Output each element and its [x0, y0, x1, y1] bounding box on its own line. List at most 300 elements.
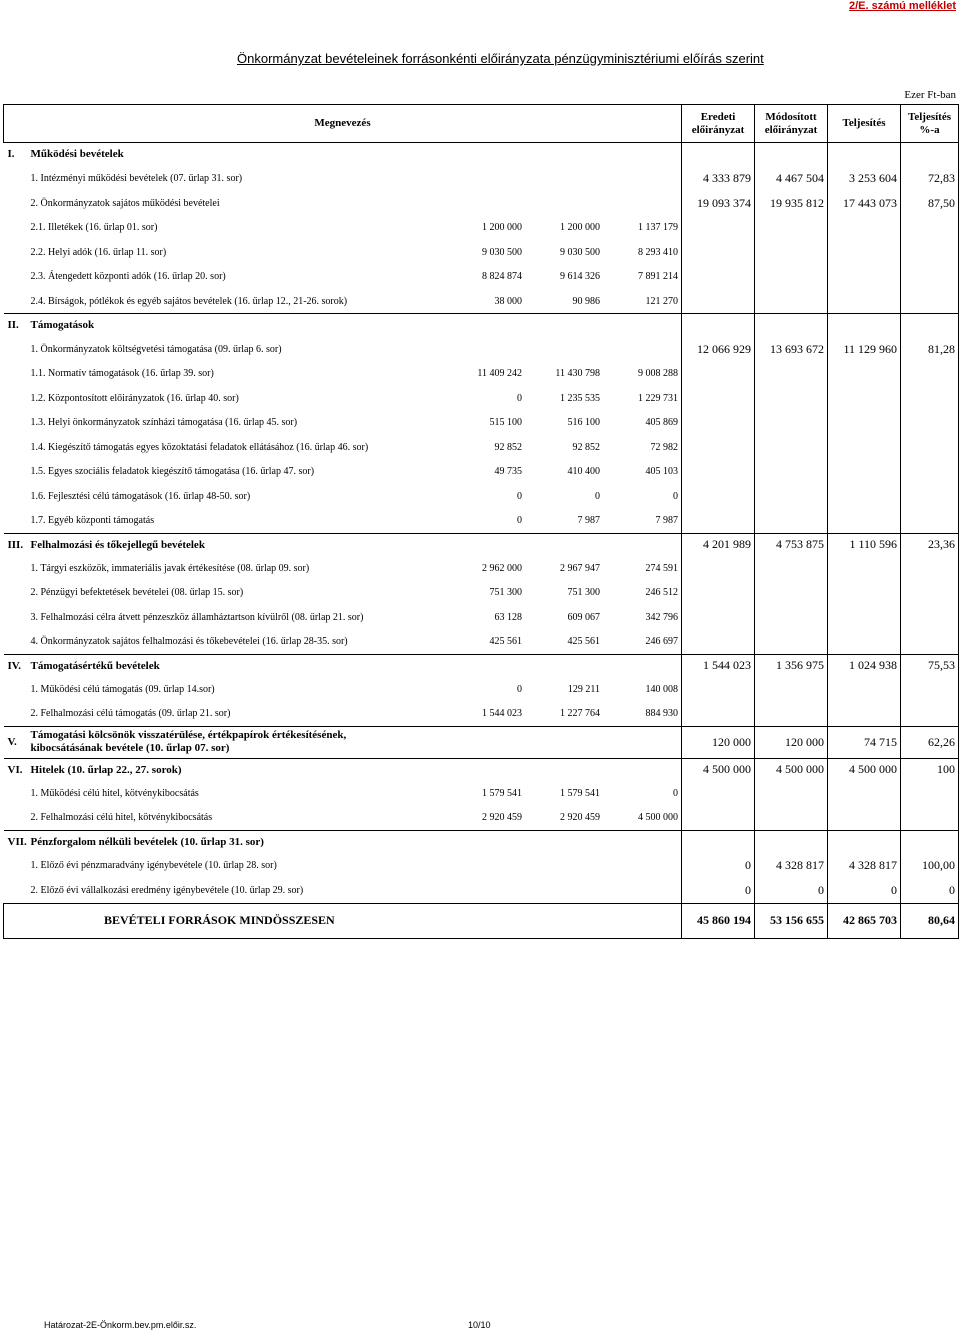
original-value — [682, 581, 755, 606]
original-value: 19 093 374 — [682, 191, 755, 216]
sub-actual-value: 0 — [673, 490, 679, 502]
row-roman-numeral: II. — [4, 314, 28, 337]
sub-actual-value: 121 270 — [645, 295, 679, 307]
row-detail — [28, 484, 682, 509]
row-label: 1. Tárgyi eszközök, immateriális javak értékesítése (08. űrlap 09. sor) — [30, 562, 310, 574]
row-roman-numeral — [4, 853, 28, 878]
original-value — [682, 411, 755, 436]
modified-value — [755, 216, 828, 241]
modified-value — [755, 630, 828, 655]
row-detail — [28, 702, 682, 727]
row-detail — [28, 435, 682, 460]
original-value — [682, 240, 755, 265]
modified-value — [755, 411, 828, 436]
row-roman-numeral — [4, 240, 28, 265]
sub-actual-value: 1 229 731 — [638, 392, 679, 404]
table-row — [4, 484, 959, 509]
percent-value — [901, 605, 959, 630]
sub-modified-value: 2 967 947 — [560, 562, 601, 574]
actual-value — [828, 806, 901, 831]
row-roman-numeral — [4, 581, 28, 606]
sub-actual-value: 342 796 — [645, 611, 679, 623]
percent-value — [901, 830, 959, 853]
modified-value — [755, 781, 828, 806]
total-original-value: 45 860 194 — [682, 903, 755, 938]
actual-value — [828, 460, 901, 485]
actual-value — [828, 265, 901, 290]
total-label: BEVÉTELI FORRÁSOK MINDÖSSZESEN — [4, 903, 682, 938]
sub-modified-value: 609 067 — [567, 611, 601, 623]
original-value — [682, 509, 755, 534]
actual-value — [828, 411, 901, 436]
sub-actual-value: 140 008 — [645, 683, 679, 695]
row-detail — [28, 362, 682, 387]
row-label: Hitelek (10. űrlap 22., 27. sorok) — [28, 758, 682, 781]
actual-value — [828, 605, 901, 630]
sub-modified-value: 11 430 798 — [555, 368, 601, 380]
footer-page-number: 10/10 — [468, 1320, 491, 1330]
actual-value — [828, 362, 901, 387]
row-roman-numeral: VI. — [4, 758, 28, 781]
original-value: 4 333 879 — [682, 166, 755, 191]
attachment-label: 2/E. számú melléklet — [849, 0, 956, 12]
modified-value — [755, 830, 828, 853]
modified-value — [755, 677, 828, 702]
sub-modified-value: 7 987 — [577, 515, 601, 526]
table-row — [4, 240, 959, 265]
table-row — [4, 853, 959, 878]
actual-value — [828, 435, 901, 460]
table-row — [4, 830, 959, 853]
sub-modified-value: 1 235 535 — [560, 392, 601, 404]
modified-value — [755, 265, 828, 290]
row-detail — [28, 781, 682, 806]
row-label: 1. Működési célú hitel, kötvénykibocsátás — [30, 787, 199, 799]
sub-actual-value: 405 103 — [645, 466, 679, 478]
modified-value — [755, 143, 828, 166]
sub-actual-value: 0 — [673, 787, 679, 799]
percent-value — [901, 289, 959, 314]
sub-modified-value: 751 300 — [567, 587, 601, 599]
actual-value — [828, 484, 901, 509]
sub-modified-value: 410 400 — [567, 466, 601, 478]
actual-value: 17 443 073 — [828, 191, 901, 216]
modified-value — [755, 556, 828, 581]
row-label: 2. Önkormányzatok sajátos működési bevételei — [30, 197, 220, 209]
modified-value: 1 356 975 — [755, 654, 828, 677]
original-value: 12 066 929 — [682, 337, 755, 362]
original-value — [682, 143, 755, 166]
row-roman-numeral: I. — [4, 143, 28, 166]
table-row — [4, 726, 959, 758]
modified-value — [755, 460, 828, 485]
sub-original-value: 8 824 874 — [482, 271, 523, 283]
sub-original-value: 0 — [517, 515, 523, 526]
actual-value: 11 129 960 — [828, 337, 901, 362]
table-row — [4, 581, 959, 606]
sub-original-value: 425 561 — [489, 636, 523, 647]
sub-original-value: 38 000 — [494, 295, 523, 307]
table-row — [4, 386, 959, 411]
modified-value — [755, 289, 828, 314]
row-detail — [28, 289, 682, 314]
sub-modified-value: 129 211 — [567, 683, 601, 695]
actual-value: 1 110 596 — [828, 533, 901, 556]
actual-value — [828, 509, 901, 534]
table-row — [4, 702, 959, 727]
actual-value — [828, 630, 901, 655]
percent-value: 23,36 — [901, 533, 959, 556]
row-roman-numeral — [4, 630, 28, 655]
sub-actual-value: 7 891 214 — [638, 271, 679, 283]
sub-actual-value: 9 008 288 — [638, 368, 679, 380]
sub-actual-value: 1 137 179 — [638, 222, 679, 234]
percent-value — [901, 581, 959, 606]
row-roman-numeral — [4, 435, 28, 460]
modified-value — [755, 581, 828, 606]
row-roman-numeral — [4, 386, 28, 411]
sub-original-value: 1 579 541 — [482, 787, 523, 799]
row-label: 1.6. Fejlesztési célú támogatások (16. űrlap 48-50. sor) — [30, 490, 251, 502]
sub-original-value: 0 — [517, 683, 523, 695]
sub-original-value: 0 — [517, 392, 523, 404]
modified-value: 0 — [755, 878, 828, 903]
row-label: 1.4. Kiegészítő támogatás egyes közoktatási feladatok ellátásához (16. űrlap 46. sor) — [30, 441, 369, 453]
row-roman-numeral — [4, 677, 28, 702]
sub-modified-value: 2 920 459 — [560, 812, 601, 823]
percent-value — [901, 781, 959, 806]
row-label: Támogatási kölcsönök visszatérülése, értékpapírok értékesítésének, kibocsátásának bevétele (10. űrlap 07. sor) — [28, 726, 682, 758]
row-label: 1. Intézményi működési bevételek (07. űrlap 31. sor) — [30, 172, 243, 184]
actual-value: 0 — [828, 878, 901, 903]
row-label: 2. Előző évi vállalkozási eredmény igénybevétele (10. űrlap 29. sor) — [30, 884, 304, 896]
row-detail — [28, 806, 682, 831]
actual-value — [828, 143, 901, 166]
row-label: 2. Pénzügyi befektetések bevételei (08. űrlap 15. sor) — [30, 587, 244, 599]
percent-value: 100 — [901, 758, 959, 781]
percent-value: 75,53 — [901, 654, 959, 677]
row-roman-numeral — [4, 702, 28, 727]
actual-value — [828, 289, 901, 314]
page-title: Önkormányzat bevételeinek forrásonkénti előirányzata pénzügyminisztériumi előírás szerint — [237, 51, 764, 66]
original-value — [682, 806, 755, 831]
original-value: 0 — [682, 878, 755, 903]
percent-value: 81,28 — [901, 337, 959, 362]
percent-value — [901, 386, 959, 411]
row-roman-numeral — [4, 781, 28, 806]
original-value — [682, 484, 755, 509]
actual-value — [828, 556, 901, 581]
percent-value: 62,26 — [901, 726, 959, 758]
percent-value — [901, 484, 959, 509]
table-row — [4, 460, 959, 485]
sub-original-value: 11 409 242 — [477, 368, 523, 380]
actual-value: 4 328 817 — [828, 853, 901, 878]
modified-value — [755, 702, 828, 727]
row-label: 2.1. Illetékek (16. űrlap 01. sor) — [30, 222, 158, 234]
modified-value — [755, 314, 828, 337]
total-modified-value: 53 156 655 — [755, 903, 828, 938]
percent-value: 100,00 — [901, 853, 959, 878]
sub-original-value: 1 544 023 — [482, 708, 523, 719]
table-row — [4, 758, 959, 781]
sub-actual-value: 4 500 000 — [638, 812, 679, 823]
total-actual-value: 42 865 703 — [828, 903, 901, 938]
sub-actual-value: 274 591 — [645, 562, 679, 574]
table-row — [4, 509, 959, 534]
table-row — [4, 411, 959, 436]
sub-actual-value: 405 869 — [645, 417, 679, 429]
actual-value — [828, 702, 901, 727]
modified-value: 4 328 817 — [755, 853, 828, 878]
row-label: 1. Önkormányzatok költségvetési támogatása (09. űrlap 6. sor) — [30, 343, 282, 355]
row-roman-numeral — [4, 362, 28, 387]
total-percent-value: 80,64 — [901, 903, 959, 938]
actual-value — [828, 581, 901, 606]
sub-modified-value: 9 614 326 — [560, 271, 601, 283]
original-value — [682, 435, 755, 460]
row-detail — [28, 605, 682, 630]
row-label: Támogatásértékű bevételek — [28, 654, 682, 677]
table-row — [4, 556, 959, 581]
original-value — [682, 289, 755, 314]
sub-modified-value: 9 030 500 — [560, 246, 601, 258]
row-detail — [28, 386, 682, 411]
modified-value: 4 500 000 — [755, 758, 828, 781]
percent-value — [901, 435, 959, 460]
unit-label: Ezer Ft-ban — [904, 89, 956, 101]
table-row — [4, 630, 959, 655]
footer-document-id: Határozat-2E-Önkorm.bev.pm.előir.sz. — [44, 1320, 197, 1330]
row-detail — [28, 240, 682, 265]
table-row — [4, 654, 959, 677]
table-row — [4, 781, 959, 806]
percent-value — [901, 143, 959, 166]
sub-original-value: 2 962 000 — [482, 562, 523, 574]
table-row — [4, 166, 959, 191]
row-label: 1. Működési célú támogatás (09. űrlap 14.sor) — [30, 683, 215, 695]
actual-value — [828, 386, 901, 411]
row-roman-numeral — [4, 289, 28, 314]
row-label: 1.2. Központosított előirányzatok (16. űrlap 40. sor) — [30, 392, 239, 404]
modified-value: 120 000 — [755, 726, 828, 758]
percent-value — [901, 677, 959, 702]
modified-value — [755, 435, 828, 460]
modified-value: 13 693 672 — [755, 337, 828, 362]
row-label: 3. Felhalmozási célra átvett pénzeszköz államháztartson kívülről (08. űrlap 21. sor) — [30, 611, 364, 623]
row-label: 2. Felhalmozási célú hitel, kötvénykibocsátás — [30, 812, 213, 823]
row-label: 2.3. Átengedett központi adók (16. űrlap 20. sor) — [30, 271, 226, 283]
row-detail — [28, 216, 682, 241]
col-header-original: Eredeti előirányzat — [682, 105, 755, 143]
table-row — [4, 533, 959, 556]
percent-value — [901, 702, 959, 727]
sub-original-value: 2 920 459 — [482, 812, 523, 823]
sub-modified-value: 90 986 — [572, 295, 601, 307]
modified-value — [755, 806, 828, 831]
percent-value — [901, 411, 959, 436]
modified-value — [755, 484, 828, 509]
row-roman-numeral — [4, 166, 28, 191]
actual-value: 1 024 938 — [828, 654, 901, 677]
percent-value — [901, 240, 959, 265]
row-label: Pénzforgalom nélküli bevételek (10. űrlap 31. sor) — [28, 830, 682, 853]
table-row — [4, 435, 959, 460]
row-label: Működési bevételek — [28, 143, 682, 166]
col-header-actual: Teljesítés — [828, 105, 901, 143]
original-value: 4 500 000 — [682, 758, 755, 781]
original-value — [682, 460, 755, 485]
row-roman-numeral — [4, 484, 28, 509]
actual-value — [828, 781, 901, 806]
percent-value — [901, 509, 959, 534]
percent-value — [901, 265, 959, 290]
modified-value: 4 467 504 — [755, 166, 828, 191]
total-row — [4, 903, 959, 938]
row-label: Támogatások — [28, 314, 682, 337]
actual-value: 74 715 — [828, 726, 901, 758]
original-value — [682, 265, 755, 290]
original-value — [682, 556, 755, 581]
original-value: 1 544 023 — [682, 654, 755, 677]
row-roman-numeral — [4, 509, 28, 534]
table-row — [4, 191, 959, 216]
sub-original-value: 0 — [517, 490, 523, 502]
row-detail — [28, 411, 682, 436]
col-header-name: Megnevezés — [4, 105, 682, 143]
actual-value: 4 500 000 — [828, 758, 901, 781]
original-value — [682, 605, 755, 630]
table-row — [4, 216, 959, 241]
table-row — [4, 362, 959, 387]
percent-value — [901, 362, 959, 387]
table-row — [4, 337, 959, 362]
actual-value — [828, 830, 901, 853]
col-header-percent: Teljesítés %-a — [901, 105, 959, 143]
original-value — [682, 630, 755, 655]
sub-modified-value: 425 561 — [567, 636, 601, 647]
row-detail — [28, 556, 682, 581]
row-roman-numeral — [4, 460, 28, 485]
original-value — [682, 314, 755, 337]
sub-original-value: 92 852 — [494, 441, 523, 453]
row-roman-numeral: VII. — [4, 830, 28, 853]
row-roman-numeral: V. — [4, 726, 28, 758]
sub-actual-value: 72 982 — [650, 441, 679, 453]
modified-value: 4 753 875 — [755, 533, 828, 556]
row-label: Felhalmozási és tőkejellegű bevételek — [28, 533, 682, 556]
original-value — [682, 830, 755, 853]
table-row — [4, 265, 959, 290]
original-value: 120 000 — [682, 726, 755, 758]
row-detail — [28, 509, 682, 534]
sub-actual-value: 884 930 — [645, 708, 679, 719]
modified-value — [755, 605, 828, 630]
row-roman-numeral — [4, 411, 28, 436]
row-label: 1.5. Egyes szociális feladatok kiegészítő támogatása (16. űrlap 47. sor) — [30, 466, 315, 478]
percent-value — [901, 216, 959, 241]
row-detail — [28, 677, 682, 702]
row-label: 2.4. Bírságok, pótlékok és egyéb sajátos bevételek (16. űrlap 12., 21-26. sorok) — [30, 295, 348, 307]
sub-actual-value: 7 987 — [655, 515, 679, 526]
original-value: 0 — [682, 853, 755, 878]
row-roman-numeral — [4, 216, 28, 241]
table-row — [4, 878, 959, 903]
original-value — [682, 362, 755, 387]
modified-value — [755, 509, 828, 534]
sub-modified-value: 0 — [595, 490, 601, 502]
percent-value: 0 — [901, 878, 959, 903]
sub-modified-value: 516 100 — [567, 417, 601, 429]
row-roman-numeral — [4, 337, 28, 362]
sub-modified-value: 92 852 — [572, 441, 601, 453]
percent-value — [901, 806, 959, 831]
sub-actual-value: 246 512 — [645, 587, 679, 599]
original-value — [682, 386, 755, 411]
actual-value: 3 253 604 — [828, 166, 901, 191]
sub-modified-value: 1 227 764 — [560, 708, 601, 719]
table-row — [4, 806, 959, 831]
sub-actual-value: 8 293 410 — [638, 246, 679, 258]
table-row — [4, 143, 959, 166]
sub-actual-value: 246 697 — [645, 636, 679, 647]
revenue-table — [3, 104, 959, 939]
percent-value — [901, 314, 959, 337]
row-roman-numeral — [4, 191, 28, 216]
sub-modified-value: 1 579 541 — [560, 787, 601, 799]
row-detail — [28, 265, 682, 290]
original-value — [682, 781, 755, 806]
row-label: 1. Előző évi pénzmaradvány igénybevétele (10. űrlap 28. sor) — [30, 860, 277, 871]
table-row — [4, 605, 959, 630]
sub-original-value: 9 030 500 — [482, 246, 523, 258]
row-roman-numeral — [4, 806, 28, 831]
row-roman-numeral: IV. — [4, 654, 28, 677]
original-value — [682, 702, 755, 727]
percent-value: 72,83 — [901, 166, 959, 191]
row-roman-numeral: III. — [4, 533, 28, 556]
modified-value — [755, 386, 828, 411]
actual-value — [828, 240, 901, 265]
sub-original-value: 63 128 — [494, 611, 523, 623]
original-value — [682, 216, 755, 241]
sub-original-value: 515 100 — [489, 417, 523, 429]
modified-value — [755, 362, 828, 387]
sub-original-value: 49 735 — [494, 466, 523, 478]
sub-modified-value: 1 200 000 — [560, 222, 601, 234]
sub-original-value: 751 300 — [489, 587, 523, 599]
original-value — [682, 677, 755, 702]
row-roman-numeral — [4, 556, 28, 581]
row-label: 1.7. Egyéb központi támogatás — [30, 515, 155, 526]
table-row — [4, 314, 959, 337]
percent-value — [901, 460, 959, 485]
modified-value — [755, 240, 828, 265]
row-label: 1.1. Normatív támogatások (16. űrlap 39. sor) — [30, 368, 214, 380]
row-roman-numeral — [4, 265, 28, 290]
col-header-modified: Módosított előirányzat — [755, 105, 828, 143]
table-header — [4, 105, 959, 143]
row-detail — [28, 581, 682, 606]
modified-value: 19 935 812 — [755, 191, 828, 216]
percent-value — [901, 556, 959, 581]
row-label: 2. Felhalmozási célú támogatás (09. űrlap 21. sor) — [30, 708, 231, 719]
row-label: 1.3. Helyi önkormányzatok színházi támogatása (16. űrlap 45. sor) — [30, 417, 298, 429]
original-value: 4 201 989 — [682, 533, 755, 556]
row-roman-numeral — [4, 878, 28, 903]
row-label: 4. Önkormányzatok sajátos felhalmozási és tőkebevételei (16. űrlap 28-35. sor) — [30, 636, 348, 647]
row-label: 2.2. Helyi adók (16. űrlap 11. sor) — [30, 246, 167, 258]
